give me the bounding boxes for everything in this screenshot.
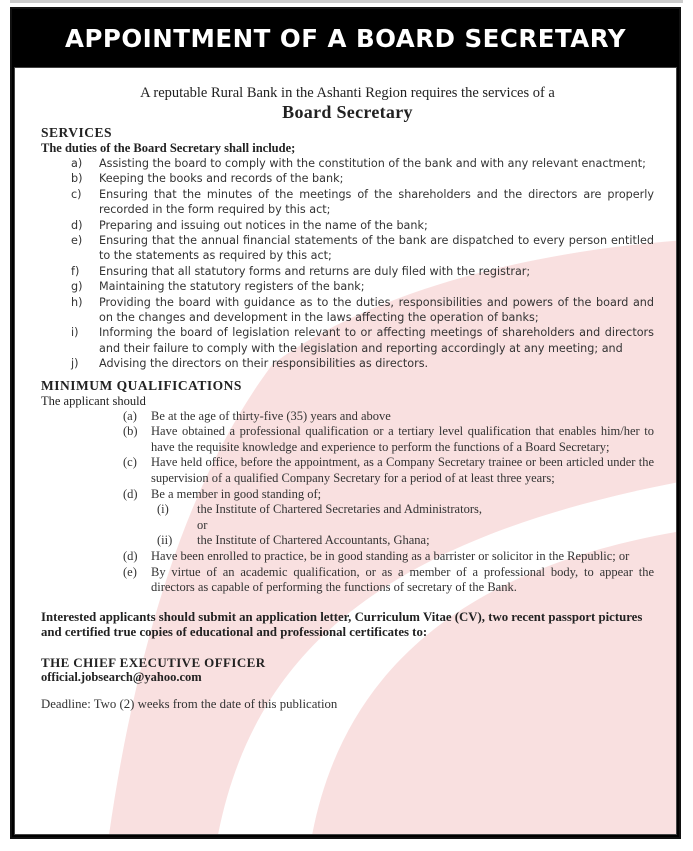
item-label: e) [71,234,83,248]
list-item [123,565,654,596]
duties-list [41,156,654,372]
item-label: j) [71,357,79,371]
list-item [157,502,654,518]
qualifications-lead: The applicant should [41,393,146,408]
item-text: Have obtained a professional qualification or a tertiary level qualification that enables him/her to have the requisite knowledge and experience to perform the functions of a Board Secretary; [151,424,654,454]
item-text: By virtue of an academic qualification, or as a member of a professional body, to appear the directors as capable of performing the functions of secretary of the Bank. [151,564,654,595]
item-label: (d) [123,549,138,564]
item-label: g) [71,280,83,294]
recipient-title: THE CHIEF EXECUTIVE OFFICER [41,654,266,670]
item-label: a) [71,157,83,170]
list-item [71,264,654,279]
list-item [157,533,654,549]
item-text: Ensuring that the minutes of the meetings of the shareholders and the directors are properly recorded in the form required by this act; [99,187,654,217]
item-text: Providing the board with guidance as to the duties, responsibilities and powers of the board and on the changes and development in the laws affecting the operation of banks; [99,295,654,325]
item-label: h) [71,295,83,309]
item-text: Keeping the books and records of the bank; [99,172,344,186]
contact-email[interactable]: official.jobsearch@yahoo.com [41,669,202,684]
item-label: (c) [123,455,137,470]
item-text: Maintaining the statutory registers of the bank; [99,280,365,294]
item-text: Be a member in good standing of; [151,486,322,501]
item-text: Be at the age of thirty-five (35) years and above [151,408,391,423]
list-item [71,325,654,356]
list-item [123,487,654,503]
membership-list [123,502,654,549]
position-title: Board Secretary [282,102,413,122]
membership-options [41,502,654,549]
item-label: (e) [123,564,137,579]
item-label: f) [71,264,80,278]
item-text: Have held office, before the appointment, as a Company Secretary trainee or been articled under the supervision of a qualified Company Secretary for a period of at least three years; [151,455,654,486]
item-label: (b) [123,424,138,439]
item-label: c) [71,187,82,201]
advert-frame [10,7,681,839]
item-label: d) [71,218,83,232]
item-text: Ensuring that all statutory forms and returns are duly filed with the registrar; [99,264,531,278]
top-rule [10,0,683,3]
item-text: Have been enrolled to practice, be in good standing as a barrister or solicitor in the Republic; or [151,549,630,564]
services-subheading: The duties of the Board Secretary shall include; [41,141,296,155]
list-item [123,424,654,455]
qualifications-list [41,409,654,503]
list-item [71,295,654,326]
item-text: Advising the directors on their responsibilities as directors. [99,357,429,371]
item-label: b) [71,172,83,186]
deadline-text: Deadline: Two (2) weeks from the date of this publication [41,696,338,711]
list-item [71,233,654,264]
item-label: (a) [123,408,137,423]
list-item [123,409,654,425]
advert-title: APPOINTMENT OF A BOARD SECRETARY [12,9,679,67]
item-label: (i) [157,502,169,517]
item-text: Ensuring that the annual financial statements of the bank are dispatched to every person entitled to the statements as required by this act; [99,234,654,263]
item-text: Preparing and issuing out notices in the name of the bank; [99,218,428,232]
list-item [71,279,654,294]
list-item [71,218,654,233]
or-text: or [197,517,208,532]
list-item [123,549,654,565]
item-text: Assisting the board to comply with the constitution of the bank and with any relevant enactment; [99,157,646,170]
application-instructions: Interested applicants should submit an application letter, Curriculum Vitae (CV), two recent passport pictures and certified true copies of educational and professional certificates to: [41,609,643,640]
item-label: (d) [123,486,138,501]
intro-text: A reputable Rural Bank in the Ashanti Region requires the services of a [140,85,555,101]
qualifications-list-continued [41,549,654,596]
services-heading: SERVICES [41,125,113,140]
item-text: the Institute of Chartered Secretaries and Administrators, [197,502,482,517]
advert-body [14,67,677,835]
qualifications-heading: MINIMUM QUALIFICATIONS [41,377,242,393]
item-text: the Institute of Chartered Accountants, Ghana; [197,533,430,548]
list-item [71,171,654,186]
list-item [71,156,654,171]
list-item [123,455,654,486]
item-label: (ii) [157,533,173,548]
item-text: Informing the board of legislation relevant to or affecting meetings of shareholders and directors and their failure to comply with the legislation and reporting accordingly at any meeting; and [99,326,654,355]
item-label: i) [71,326,79,340]
list-item [71,187,654,218]
list-item [71,356,654,371]
